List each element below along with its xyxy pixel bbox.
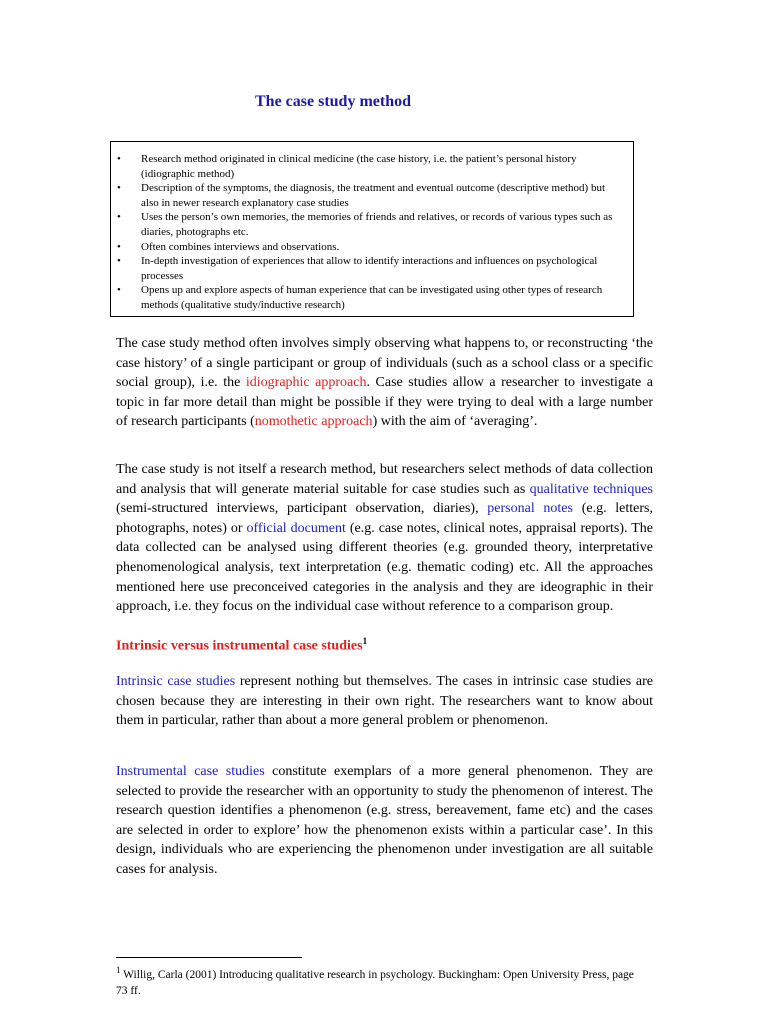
list-item: • Description of the symptoms, the diagnosis, the treatment and eventual outcome (descriptive method) but also in newer research explanatory case studies bbox=[117, 182, 606, 209]
paragraph-case-study-method: The case study method often involves simply observing what happens to, or reconstructing ‘the case history’ of a single participant or group of individuals (such as a school class or a specific social group), i.e. the idiographic approach. Case studies allow a researcher to investigate a topic in far more detail than might be possible if they were trying to deal with a large number of research participants (nomothetic approach) with the aim of ‘averaging’. bbox=[116, 336, 654, 430]
term-personal-notes: personal notes bbox=[487, 501, 573, 517]
bullet-icon: • bbox=[117, 182, 121, 195]
term-nomothetic-approach: nomothetic approach bbox=[254, 414, 373, 430]
term-qualitative-techniques: qualitative techniques bbox=[529, 481, 653, 497]
term-idiographic-approach: idiographic approach bbox=[245, 375, 367, 391]
term-official-document: official document bbox=[246, 520, 346, 536]
paragraph-intrinsic: Intrinsic case studies represent nothing but themselves. The cases in intrinsic case studies are chosen because they are interesting in their own right. The researchers want to know about them in particular, rather than about a more general problem or phenomenon. bbox=[116, 674, 653, 729]
footnote-reference: 1 bbox=[362, 636, 368, 646]
footnote-divider bbox=[116, 957, 302, 958]
footnote-number: 1 bbox=[116, 965, 121, 975]
page-title: The case study method bbox=[255, 93, 412, 110]
paragraph-research-method: The case study is not itself a research method, but researchers select methods of data collection and analysis that will generate material suitable for case studies such as qualitative techniques (semi-structured interviews, participant observation, diaries), personal notes (e.g. letters, photographs, notes) or official document (e.g. case notes, clinical notes, appraisal reports). The data collected can be analysed using different theories (e.g. grounded theory, interpretative phenomenological analysis, text interpretation (e.g. thematic coding) etc. All the approaches mentioned here use preconceived categories in the analysis and they are ideographic in their approach, i.e. they focus on the individual case without reference to a comparison group. bbox=[116, 462, 654, 615]
bullet-icon: • bbox=[117, 255, 121, 268]
list-item: • In-depth investigation of experiences that allow to identify interactions and influences on psychological processes bbox=[117, 255, 598, 282]
term-instrumental-case-studies: Instrumental case studies bbox=[116, 764, 265, 779]
term-intrinsic-case-studies: Intrinsic case studies bbox=[116, 674, 236, 689]
list-item: • Often combines interviews and observations. bbox=[117, 240, 340, 253]
bullet-icon: • bbox=[117, 240, 121, 253]
paragraph-instrumental: Instrumental case studies constitute exemplars of a more general phenomenon. They are selected to provide the researcher with an opportunity to study the phenomenon of interest. The research question identifies a phenomenon (e.g. stress, bereavement, fame etc) and the cases are selected in order to explore’ how the phenomenon exists within a particular case’. In this design, individuals who are experiencing the phenomenon under investigation are all suitable cases for analysis. bbox=[116, 764, 653, 877]
section-heading: Intrinsic versus instrumental case studies$^1$ bbox=[116, 636, 368, 654]
summary-box bbox=[110, 141, 634, 317]
bullet-icon: • bbox=[117, 211, 121, 224]
footnote: $^1$ Willig, Carla (2001) Introducing qualitative research in psychology. Buckingham: Open University Press, page 73 ff. bbox=[116, 965, 634, 997]
bullet-icon: • bbox=[117, 153, 121, 165]
list-item: • Opens up and explore aspects of human experience that can be investigated using other types of research methods (qualitative study/inductive research) bbox=[117, 284, 603, 311]
summary-list bbox=[117, 152, 623, 313]
bullet-icon: • bbox=[117, 284, 121, 297]
list-item: • Uses the person’s own memories, the memories of friends and relatives, or records of various types such as diaries, photographs etc. bbox=[117, 211, 613, 238]
list-item: • Research method originated in clinical medicine (the case history, i.e. the patient’s personal history (idiographic method) bbox=[117, 153, 577, 180]
